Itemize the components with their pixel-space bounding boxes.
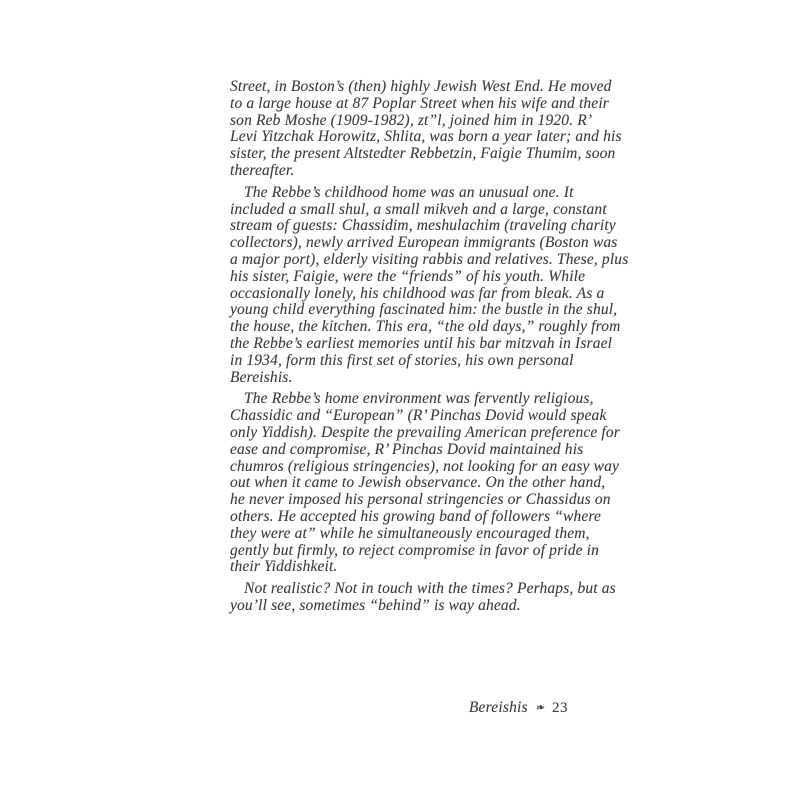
paragraph-4 <box>230 581 640 615</box>
text-line: chumros (religious stringencies), not looking for an easy way <box>230 457 619 475</box>
text-line: Bereishis. <box>230 368 293 386</box>
text-line: their Yiddishkeit. <box>230 558 338 576</box>
fleuron-ornament-icon: ❧ <box>535 701 546 715</box>
text-line: gently but firmly, to reject compromise in favor of pride in <box>230 541 600 559</box>
text-line: ease and compromise, R’ Pinchas Dovid maintained his <box>230 440 584 458</box>
text-line: he never imposed his personal stringencies or Chassidus on <box>230 491 611 509</box>
text-line: you’ll see, sometimes “behind” is way ahead. <box>230 596 521 614</box>
paragraph-1 <box>230 79 640 180</box>
text-line: to a large house at 87 Poplar Street when his wife and their <box>230 94 609 112</box>
text-line: occasionally lonely, his childhood was far from bleak. As a <box>230 284 605 302</box>
text-line: The Rebbe’s home environment was fervently religious, <box>244 390 594 408</box>
text-line: the Rebbe’s earliest memories until his bar mitzvah in Israel <box>230 334 613 352</box>
text-line: his sister, Faigie, were the “friends” of his youth. While <box>230 267 586 285</box>
text-line: Levi Yitzchak Horowitz, Shlita, was born a year later; and his <box>230 128 622 146</box>
text-line: collectors), newly arrived European immigrants (Boston was <box>230 234 618 252</box>
text-line: sister, the present Altstedter Rebbetzin, Faigie Thumim, soon <box>230 145 616 163</box>
text-line: only Yiddish). Despite the prevailing American preference for <box>230 423 620 441</box>
text-line: they were at” while he simultaneously encouraged them, <box>230 524 590 542</box>
paragraph-3 <box>230 391 640 576</box>
text-line: The Rebbe’s childhood home was an unusual one. It <box>244 183 574 201</box>
page-body <box>230 79 640 615</box>
footer-page-number: 23 <box>552 700 568 716</box>
text-line: Chassidic and “European” (R’ Pinchas Dovid would speak <box>230 407 607 425</box>
text-line: son Reb Moshe (1909-1982), zt”l, joined him in 1920. R’ <box>230 111 593 129</box>
page-footer <box>230 699 568 717</box>
paragraph-2 <box>230 185 640 387</box>
text-line: thereafter. <box>230 161 295 179</box>
text-line: included a small shul, a small mikveh and a large, constant <box>230 200 607 218</box>
text-line: Street, in Boston’s (then) highly Jewish West End. He moved <box>230 78 612 95</box>
text-line: stream of guests: Chassidim, meshulachim (traveling charity <box>230 217 616 235</box>
text-line: others. He accepted his growing band of followers “where <box>230 507 602 525</box>
text-line: out when it came to Jewish observance. On the other hand, <box>230 474 606 492</box>
footer-chapter-title: Bereishis <box>468 699 528 716</box>
text-line: a major port), elderly visiting rabbis and relatives. These, plus <box>230 250 629 268</box>
text-line: Not realistic? Not in touch with the times? Perhaps, but as <box>244 580 616 598</box>
text-line: in 1934, form this first set of stories, his own personal <box>230 351 574 369</box>
text-line: young child everything fascinated him: the bustle in the shul, <box>230 301 618 319</box>
text-line: the house, the kitchen. This era, “the old days,” roughly from <box>230 318 621 336</box>
